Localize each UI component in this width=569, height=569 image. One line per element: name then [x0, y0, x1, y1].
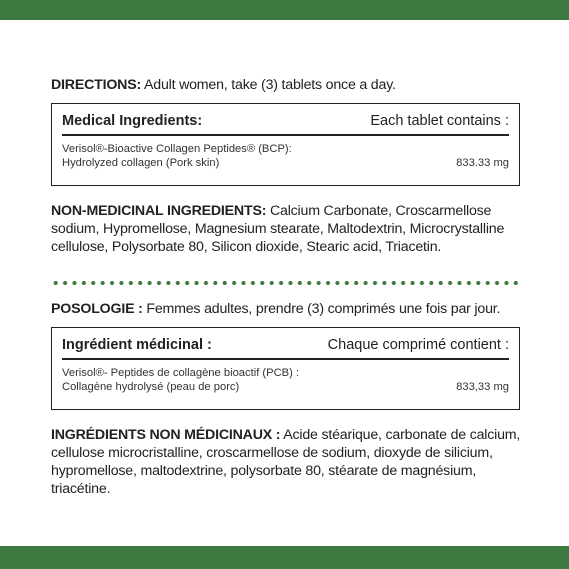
table-fr-rule: [62, 358, 509, 360]
directions-fr: [51, 300, 521, 318]
bottom-green-band: [0, 546, 569, 569]
directions-fr-label: POSOLOGIE :: [51, 301, 143, 317]
table-fr-amount: 833,33 mg: [456, 381, 509, 393]
dotted-divider: [51, 280, 521, 286]
table-fr-body: [62, 366, 509, 394]
directions-fr-text: Femmes adultes, prendre (3) comprimés une fois par jour.: [142, 301, 501, 317]
table-fr-header-right: Chaque comprimé contient :: [327, 337, 509, 353]
table-fr-line2: Collagène hydrolysé (peau de porc): [62, 381, 240, 393]
non-medicinal-fr-text: Acide stéarique, carbonate de calcium, cellulose microcristalline, croscarmellose de sodium, dioxyde de silicium, hypromellose, maltodextrine, polysorbate 80, stéarate de magnésium, triacétine.: [51, 427, 521, 497]
table-en-body: [62, 142, 509, 170]
table-fr-header-left: Ingrédient médicinal :: [62, 337, 212, 353]
directions-en-label: DIRECTIONS:: [51, 77, 142, 93]
non-medicinal-en-text: Calcium Carbonate, Croscarmellose sodium, Hypromellose, Magnesium stearate, Maltodextrin, Microcrystalline cellulose, Polysorbate 80, Silicon dioxide, Stearic acid, Triacetin.: [51, 203, 505, 255]
table-en-rule: [62, 134, 509, 136]
top-green-band: [0, 0, 569, 20]
table-en-header-left: Medical Ingredients:: [62, 113, 203, 129]
table-en-line1: Verisol®-Bioactive Collagen Peptides® (BCP):: [62, 143, 292, 155]
non-medicinal-fr: [51, 426, 521, 498]
table-en-header-right: Each tablet contains :: [370, 113, 509, 129]
table-en-amount: 833.33 mg: [456, 157, 509, 169]
non-medicinal-fr-label: INGRÉDIENTS NON MÉDICINAUX :: [51, 427, 281, 443]
non-medicinal-en: [51, 202, 521, 256]
medical-ingredients-table-fr: [51, 327, 520, 410]
directions-en-text: Adult women, take (3) tablets once a day.: [141, 77, 396, 93]
medical-ingredients-table-en: [51, 103, 520, 186]
table-fr-line1: Verisol®- Peptides de collagène bioactif (PCB) :: [62, 367, 300, 379]
directions-en: [51, 76, 521, 94]
table-en-line2: Hydrolyzed collagen (Pork skin): [62, 157, 220, 169]
non-medicinal-en-label: NON-MEDICINAL INGREDIENTS:: [51, 203, 267, 219]
